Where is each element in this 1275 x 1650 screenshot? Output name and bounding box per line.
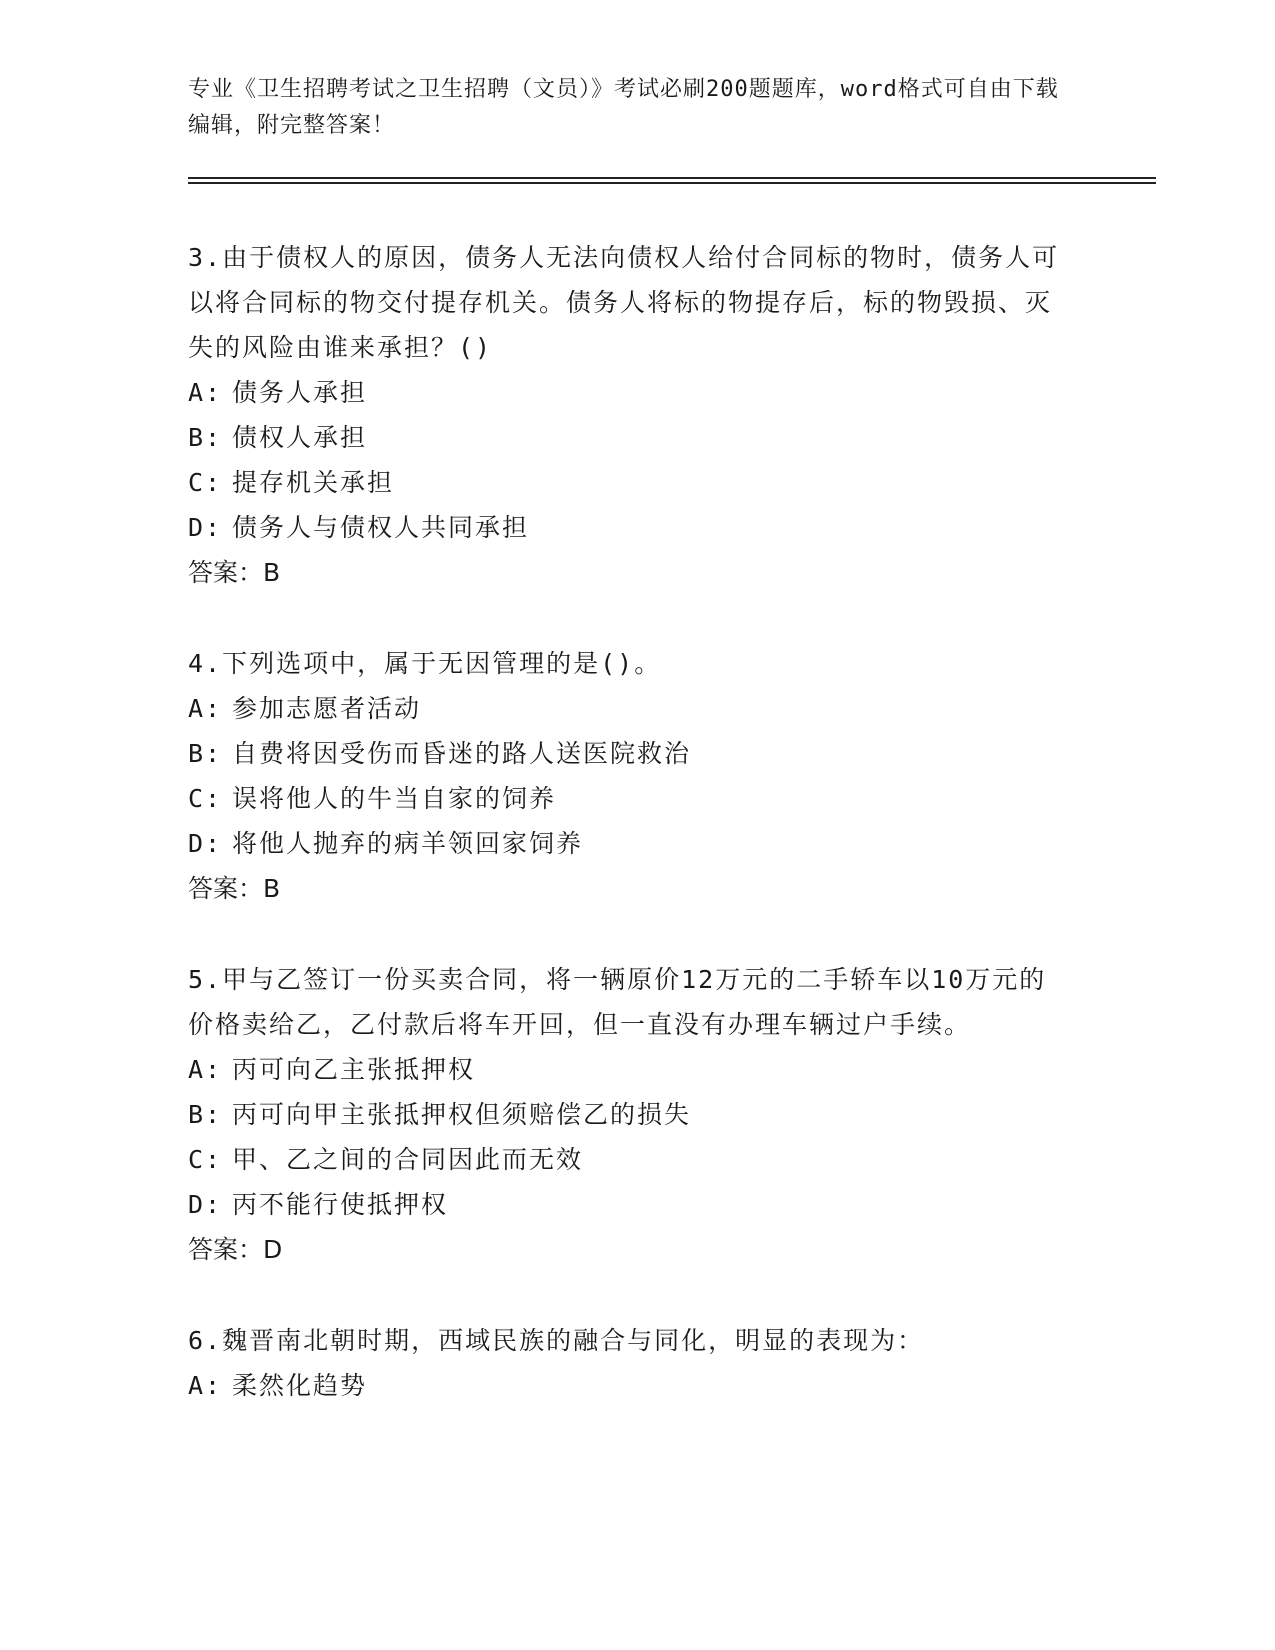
answer-line: 答案：D [188,1235,283,1264]
option-key: B: [188,739,223,768]
option-key: A: [188,1055,223,1084]
question-stem: 6.魏晋南北朝时期，西域民族的融合与同化，明显的表现为： [188,1326,925,1355]
option-text: 债务人与债权人共同承担 [232,513,530,542]
option-text: 柔然化趋势 [232,1371,368,1400]
header-rule-bottom [188,182,1156,184]
option-text: 误将他人的牛当自家的饲养 [232,784,557,813]
option-key: C: [188,784,223,813]
option-b [188,1092,1068,1137]
option-d [188,505,1068,550]
question-3 [188,235,1068,595]
answer-line: 答案：B [188,558,281,587]
option-text: 提存机关承担 [232,468,395,497]
option-key: A: [188,1371,223,1400]
option-text: 债权人承担 [232,423,368,452]
option-text: 将他人抛弃的病羊领回家饲养 [232,829,584,858]
question-stem: 5.甲与乙签订一份买卖合同，将一辆原价12万元的二手轿车以10万元的价格卖给乙，乙付款后将车开回，但一直没有办理车辆过户手续。 [188,965,1047,1039]
option-b [188,415,1068,460]
option-key: D: [188,513,223,542]
question-4 [188,641,1068,911]
option-text: 自费将因受伤而昏迷的路人送医院救治 [232,739,692,768]
option-c [188,460,1068,505]
option-c [188,1137,1068,1182]
option-a [188,686,1068,731]
question-stem: 3.由于债权人的原因，债务人无法向债权人给付合同标的物时，债务人可以将合同标的物交付提存机关。债务人将标的物提存后，标的物毁损、灭失的风险由谁来承担？() [188,243,1060,362]
option-a [188,1047,1068,1092]
question-6 [188,1318,1068,1408]
option-key: D: [188,1190,223,1219]
option-text: 丙可向乙主张抵押权 [232,1055,476,1084]
option-key: C: [188,468,223,497]
question-list [188,235,1068,1454]
option-c [188,776,1068,821]
answer-line: 答案：B [188,874,281,903]
option-key: D: [188,829,223,858]
option-text: 甲、乙之间的合同因此而无效 [232,1145,584,1174]
option-text: 参加志愿者活动 [232,694,422,723]
option-key: B: [188,423,223,452]
option-key: B: [188,1100,223,1129]
option-text: 丙可向甲主张抵押权但须赔偿乙的损失 [232,1100,692,1129]
option-d [188,821,1068,866]
option-key: C: [188,1145,223,1174]
header-rule-top [188,177,1156,179]
option-key: A: [188,694,223,723]
option-text: 丙不能行使抵押权 [232,1190,449,1219]
option-key: A: [188,378,223,407]
question-5 [188,957,1068,1272]
option-b [188,731,1068,776]
question-stem: 4.下列选项中，属于无因管理的是()。 [188,649,662,678]
document-header: 专业《卫生招聘考试之卫生招聘（文员）》考试必刷200题题库，word格式可自由下载编辑，附完整答案！ [188,77,1059,138]
option-d [188,1182,1068,1227]
option-a [188,370,1068,415]
option-text: 债务人承担 [232,378,368,407]
option-a [188,1363,1068,1408]
